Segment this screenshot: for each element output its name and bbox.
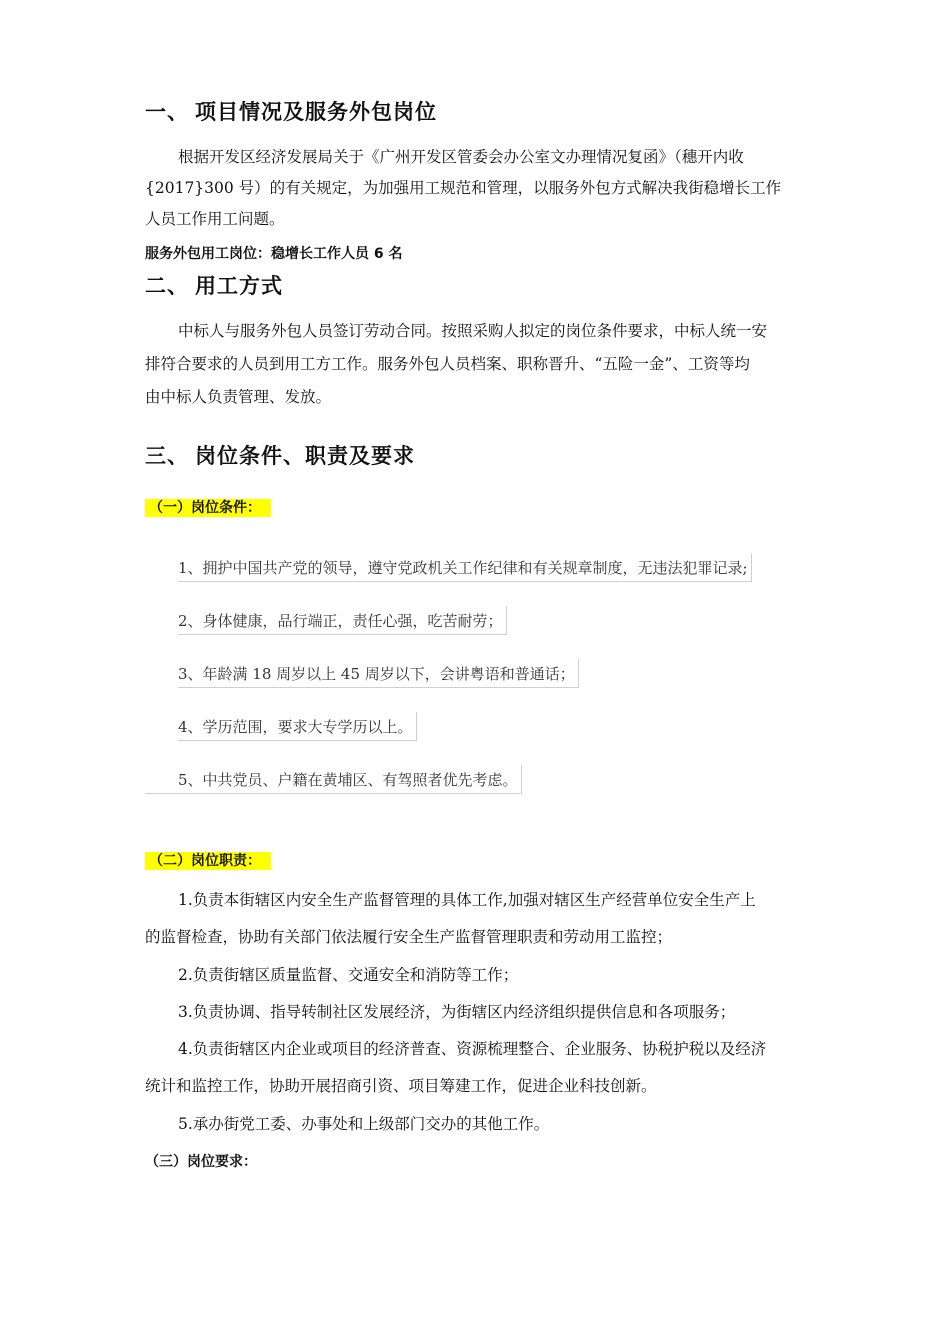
duty-line: 统计和监控工作，协助开展招商引资、项目筹建工作，促进企业科技创新。 [145, 1077, 657, 1095]
section-1-title: 项目情况及服务外包岗位 [195, 100, 437, 124]
condition-item: 4、学历范围，要求大专学历以上。 [178, 712, 417, 741]
conditions-list [145, 553, 815, 803]
duty-line: 1.负责本街辖区内安全生产监督管理的具体工作,加强对辖区生产经营单位安全生产上 [178, 891, 756, 909]
paragraph-line: {2017}300 号）的有关规定，为加强用工规范和管理，以服务外包方式解决我街稳增长工作 [145, 179, 782, 197]
duty-line: 3.负责协调、指导转制社区发展经济，为街辖区内经济组织提供信息和各项服务； [178, 1003, 736, 1021]
conditions-heading-highlight: （一）岗位条件： [145, 499, 271, 517]
duties-heading-highlight: （二）岗位职责： [145, 852, 271, 870]
paragraph-line: 人员工作用工问题。 [145, 210, 285, 228]
condition-item: 5、中共党员、户籍在黄埔区、有驾照者优先考虑。 [145, 765, 522, 794]
section-2-paragraph [145, 319, 813, 409]
paragraph-line: 排符合要求的人员到用工方工作。服务外包人员档案、职称晋升、“五险一金”、工资等均 [145, 355, 750, 373]
section-3-number: 三、 [145, 444, 189, 468]
duties-heading [145, 850, 271, 870]
section-1-paragraph [145, 145, 813, 235]
duty-line: 的监督检查，协助有关部门依法履行安全生产监督管理职责和劳动用工监控； [145, 928, 673, 946]
condition-item: 3、年龄满 18 周岁以上 45 周岁以下，会讲粤语和普通话； [178, 659, 579, 688]
section-1-heading [145, 96, 437, 126]
duty-line: 4.负责街辖区内企业或项目的经济普查、资源梳理整合、企业服务、协税护税以及经济 [178, 1040, 767, 1058]
post-statement: 服务外包用工岗位：稳增长工作人员 6 名 [145, 246, 403, 262]
section-2-heading [145, 270, 283, 300]
paragraph-line: 由中标人负责管理、发放。 [145, 388, 332, 406]
duty-line: 2.负责街辖区质量监督、交通安全和消防等工作； [178, 966, 519, 984]
section-3-heading [145, 440, 415, 470]
section-2-title: 用工方式 [195, 274, 283, 298]
condition-item: 2、身体健康，品行端正，责任心强，吃苦耐劳； [178, 606, 507, 635]
conditions-heading [145, 497, 271, 517]
paragraph-line: 根据开发区经济发展局关于《广州开发区管委会办公室文办理情况复函》（穗开内收 [178, 148, 744, 166]
duties-list [145, 888, 813, 1138]
requirements-heading: （三）岗位要求： [145, 1154, 257, 1170]
section-1-number: 一、 [145, 100, 189, 124]
section-2-number: 二、 [145, 274, 189, 298]
condition-item: 1、拥护中国共产党的领导，遵守党政机关工作纪律和有关规章制度，无违法犯罪记录; [178, 553, 752, 582]
section-3-title: 岗位条件、职责及要求 [195, 444, 415, 468]
duty-line: 5.承办街党工委、办事处和上级部门交办的其他工作。 [178, 1115, 550, 1133]
paragraph-line: 中标人与服务外包人员签订劳动合同。按照采购人拟定的岗位条件要求，中标人统一安 [178, 322, 768, 340]
